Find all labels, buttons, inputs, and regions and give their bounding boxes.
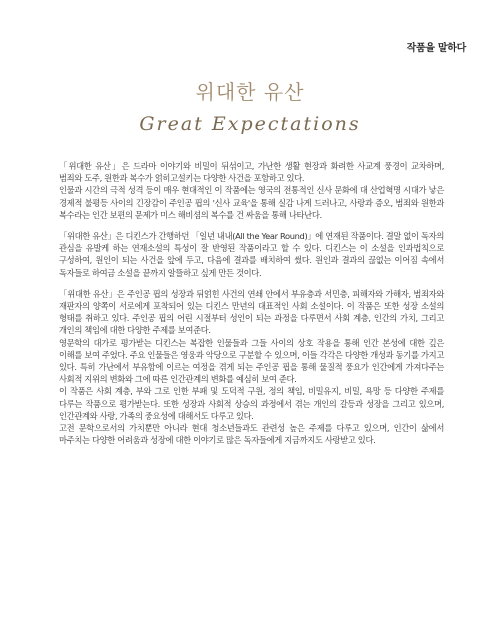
body-paragraph: 「위대한 유산」은 드라마 이야기와 비밀이 뒤섞이고, 가난한 생활 현장과 화려한 사교계 풍경이 교차하며, 범죄와 도주, 원한과 복수가 얽히고설키는 다양한 사건을 포함하고 있다. (59, 161, 444, 184)
body-paragraph: 이 작품은 사회 계층, 부와 그로 인한 부패 및 도덕적 구원, 정의 책임, 비밀유지, 비밀, 욕망 등 다양한 주제를 다루는 작품으로 평가받는다. 또한 성장과 사회적 상승의 과정에서 겪는 개인의 갈등과 성장을 그리고 있으며, 인간관계와 사랑, 가족의 중요성에 대해서도 다루고 있다. (59, 386, 444, 421)
body-paragraph: 고전 문학으로서의 가치뿐만 아니라 현대 청소년들과도 관련성 높은 주제를 다루고 있으며, 인간이 삶에서 마주치는 다양한 어려움과 성장에 대한 이야기로 많은 독자들에게 지금까지도 사랑받고 있다. (59, 423, 444, 446)
body-paragraph: 「위대한 유산」은 주인공 핍의 성장과 뒤얽힌 사건의 연쇄 안에서 부유층과 서민층, 피해자와 가해자, 범죄자와 재판자의 양쪽이 서로에게 포착되어 있는 디킨스 만년의 대표적인 사회 소설이다. 이 작품은 또한 성장 소설의 형태를 취하고 있다. 주인공 핍의 어린 시절부터 성인이 되는 과정을 다루면서 사회 계층, 인간의 가치, 그리고 개인의 책임에 대한 다양한 주제를 보여준다. (59, 288, 444, 336)
body-paragraph: 「위대한 유산」은 디킨스가 간행하던 「일년 내내(All the Year Round)」에 연재된 작품이다. 결말 없이 독자의 관심을 유발케 하는 연재소설의 특성이 잘 반영된 작품이라고 할 수 있다. 디킨스는 이 소설을 인과법칙으로 구성하여, 원인이 되는 사건을 앞에 두고, 다음에 결과를 배치하여 썼다. 원인과 결과의 끊없는 이어짐 속에서 독자들로 하여금 소설을 끝까지 알뜰하고 싶게 만든 것이다. (59, 231, 444, 278)
page-title-english: Great Expectations (139, 113, 361, 135)
page-title-korean: 위대한 유산 (195, 80, 305, 104)
body-paragraph: 인물과 시간의 극적 성격 등이 매우 현대적인 이 작품에는 영국의 전통적인 신사 문화에 대 산업혁명 시대가 낳은 경제적 불평등 사이의 긴장감이 주인공 핍의 '신사 교육'을 통해 실감 나게 드러나고, 사랑과 증오, 범죄와 원한과 복수라는 인간 보편의 문제가 미스 해비셤의 복수를 건 싸움을 통해 나타난다. (59, 185, 444, 220)
section-header: 작품을 말하다 (406, 43, 466, 54)
body-paragraph: 영문학의 대가로 평가받는 디킨스는 복잡한 인물들과 그들 사이의 상호 작용을 통해 인간 본성에 대한 깊은 이해를 보여 주었다. 주요 인물들은 영웅과 악당으로 구분할 수 있으며, 이들 각각은 다양한 개성과 동기를 가지고 있다. 특히 가난에서 부유함에 이르는 여정을 겪게 되는 주인공 핍을 통해 물질적 풍요가 인간에게 가져다주는 사회적 지위의 변화와 그에 따른 인간관계의 변화를 예심히 보여 준다. (59, 337, 444, 385)
article-body (59, 160, 444, 446)
